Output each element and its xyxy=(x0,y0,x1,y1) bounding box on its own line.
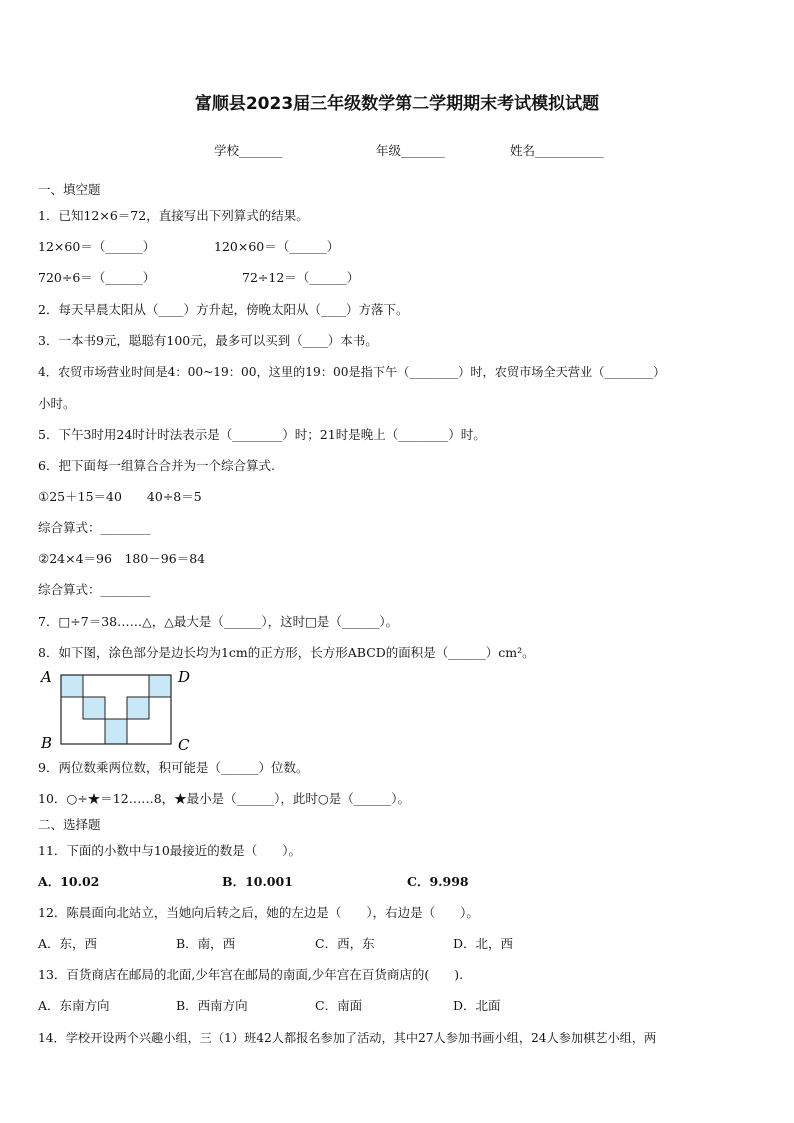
q1-item-c: 720÷6＝（______） xyxy=(38,270,156,285)
q14: 14．学校开设两个兴趣小组，三（1）班42人都报名参加了活动，其中27人参加书画小组，24人参加棋艺小组，两 xyxy=(38,1031,657,1045)
q8-stem: 8．如下图，涂色部分是边长均为1cm的正方形，长方形ABCD的面积是（______）cm²。 xyxy=(38,645,535,660)
q13-stem: 13．百货商店在邮局的北面,少年宫在邮局的南面,少年宫在百货商店的( ). xyxy=(38,967,464,982)
label-d: D xyxy=(178,668,191,686)
q13-option-a: A．东南方向 xyxy=(38,998,110,1013)
section-choice-heading: 二、选择题 xyxy=(38,817,101,832)
q1-stem: 1．已知12×6＝72，直接写出下列算式的结果。 xyxy=(38,208,309,223)
q2: 2．每天早晨太阳从（____）方升起，傍晚太阳从（____）方落下。 xyxy=(38,302,409,317)
q6-group1: ①25＋15＝40 40÷8＝5 xyxy=(38,489,202,504)
label-a: A xyxy=(41,668,52,686)
q4-line2: 小时。 xyxy=(38,396,76,411)
shaded-square xyxy=(149,675,171,697)
q11-option-b: B．10.001 xyxy=(222,874,293,889)
q11-stem: 11．下面的小数中与10最接近的数是（ ）。 xyxy=(38,843,302,858)
grade-field: 年级_______ xyxy=(376,143,445,158)
shaded-square xyxy=(61,675,83,697)
shaded-square xyxy=(105,719,127,744)
q5: 5．下午3时用24时计时法表示是（________）时；21时是晚上（________）时。 xyxy=(38,427,486,442)
section-fill-heading: 一、填空题 xyxy=(38,182,101,197)
q12-option-d: D．北，西 xyxy=(453,936,514,951)
q12-option-b: B．南，西 xyxy=(176,936,236,951)
q13-option-d: D．北面 xyxy=(453,998,501,1013)
q13-option-b: B．西南方向 xyxy=(176,998,248,1013)
q12-option-c: C．西，东 xyxy=(315,936,375,951)
q9: 9．两位数乘两位数，积可能是（______）位数。 xyxy=(38,760,309,775)
q12-option-a: A．东，西 xyxy=(38,936,98,951)
school-field: 学校_______ xyxy=(214,143,283,158)
q11-option-a: A．10.02 xyxy=(38,874,100,889)
q10: 10．○÷★＝12……8，★最小是（______），此时○是（______）。 xyxy=(38,791,411,806)
rectangle-abcd-figure xyxy=(38,668,198,752)
q1-item-a: 12×60＝（______） xyxy=(38,239,156,254)
q6-stem: 6．把下面每一组算合合并为一个综合算式. xyxy=(38,458,275,473)
q6-group2: ②24×4＝96 180－96＝84 xyxy=(38,551,206,566)
q1-item-d: 72÷12＝（______） xyxy=(242,270,360,285)
q1-item-b: 120×60＝（______） xyxy=(214,239,340,254)
q3: 3．一本书9元，聪聪有100元，最多可以买到（____）本书。 xyxy=(38,333,378,348)
shaded-squares xyxy=(61,675,171,744)
page-title: 富顺县2023届三年级数学第二学期期末考试模拟试题 xyxy=(194,94,600,114)
label-c: C xyxy=(178,736,190,752)
shaded-square xyxy=(127,697,149,719)
q12-stem: 12．陈晨面向北站立，当她向后转之后，她的左边是（ ），右边是（ ）。 xyxy=(38,905,479,920)
label-b: B xyxy=(41,734,53,752)
q6-group2-answer: 综合算式：________ xyxy=(38,582,151,597)
q13-option-c: C．南面 xyxy=(315,998,363,1013)
q4-line1: 4．农贸市场营业时间是4：00~19：00，这里的19：00是指下午（________）时，农贸市场全天营业（________） xyxy=(38,365,666,379)
name-field: 姓名___________ xyxy=(510,143,604,158)
shaded-square xyxy=(83,697,105,719)
q6-group1-answer: 综合算式：________ xyxy=(38,520,151,535)
q11-option-c: C．9.998 xyxy=(407,874,469,889)
q7: 7．□÷7＝38……△，△最大是（______），这时□是（______）。 xyxy=(38,614,399,629)
